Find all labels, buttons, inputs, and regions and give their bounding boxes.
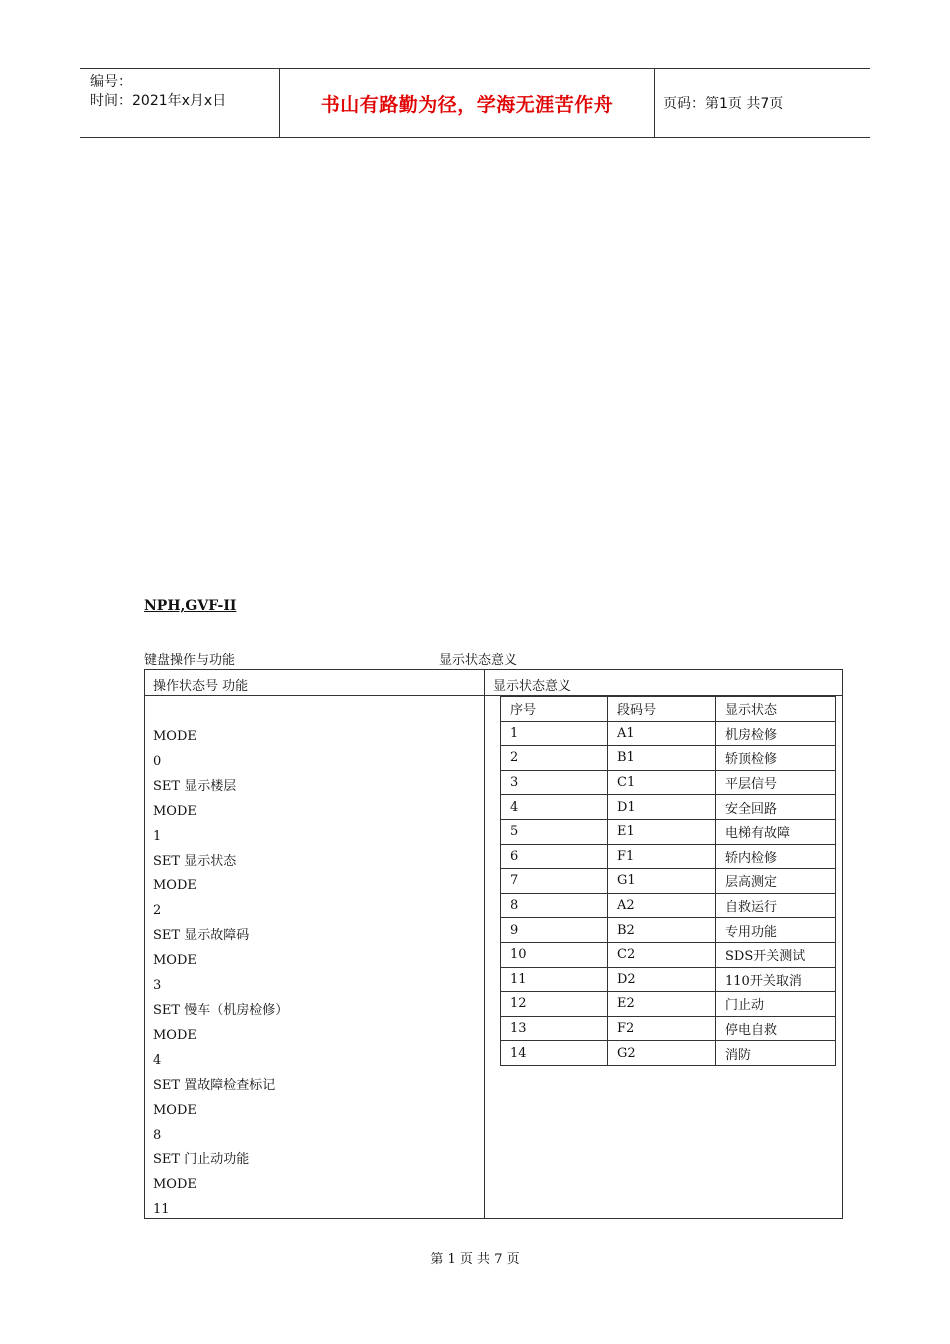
table-cell: 110开关取消 <box>716 967 836 992</box>
table-cell: 机房检修 <box>716 721 836 746</box>
table-row <box>501 918 836 943</box>
table-row <box>501 721 836 746</box>
header-page-info: 页码：第1页 共7页 <box>663 96 784 112</box>
operation-line: MODE <box>153 1177 197 1193</box>
operation-line: MODE <box>153 1027 197 1043</box>
table-cell: 14 <box>501 1041 608 1066</box>
page-header <box>80 68 870 138</box>
column-divider <box>484 670 485 1218</box>
table-cell: 12 <box>501 992 608 1017</box>
page-footer: 第 1 页 共 7 页 <box>430 1252 520 1267</box>
table-cell: E1 <box>608 819 716 844</box>
table-cell: A2 <box>608 893 716 918</box>
table-row <box>501 893 836 918</box>
table-row <box>501 967 836 992</box>
table-row <box>501 844 836 869</box>
table-cell: SDS开关测试 <box>716 942 836 967</box>
table-row <box>501 746 836 771</box>
caption-left: 键盘操作与功能 <box>144 653 236 668</box>
table-row <box>501 1016 836 1041</box>
header-right: 显示状态意义 <box>493 679 572 694</box>
operation-line: 2 <box>153 903 162 919</box>
operation-line: SET 显示楼层 <box>153 778 237 794</box>
caption-right: 显示状态意义 <box>439 653 518 668</box>
table-cell: 停电自救 <box>716 1016 836 1041</box>
operation-line: 1 <box>153 828 162 844</box>
table-cell: C2 <box>608 942 716 967</box>
operation-line: SET 慢车（机房检修） <box>153 1002 289 1018</box>
table-cell: 11 <box>501 967 608 992</box>
operation-line: MODE <box>153 953 197 969</box>
time-label: 时间：2021年x月x日 <box>90 93 227 109</box>
operation-line: MODE <box>153 878 197 894</box>
table-cell: 9 <box>501 918 608 943</box>
status-table-body <box>501 697 836 1066</box>
table-cell: 2 <box>501 746 608 771</box>
table-row <box>501 992 836 1017</box>
table-cell: F1 <box>608 844 716 869</box>
table-cell: E2 <box>608 992 716 1017</box>
operation-line: SET 置故障检查标记 <box>153 1077 276 1093</box>
document-title: NPH,GVF-II <box>144 598 237 614</box>
header-motto: 书山有路勤为径，学海无涯苦作舟 <box>280 69 655 137</box>
table-row <box>501 1041 836 1066</box>
header-left: 操作状态号 功能 <box>153 679 249 694</box>
status-table <box>500 696 836 1066</box>
table-cell: A1 <box>608 721 716 746</box>
operation-line: SET 显示状态 <box>153 853 237 869</box>
table-cell: 5 <box>501 819 608 844</box>
table-cell: 门止动 <box>716 992 836 1017</box>
operation-line: SET 显示故障码 <box>153 928 250 944</box>
status-col-header: 段码号 <box>608 697 716 722</box>
table-cell: 3 <box>501 770 608 795</box>
operation-line: 11 <box>153 1202 170 1218</box>
table-cell: 平层信号 <box>716 770 836 795</box>
status-col-header: 序号 <box>501 697 608 722</box>
table-cell: 轿内检修 <box>716 844 836 869</box>
operation-line: MODE <box>153 729 197 744</box>
table-cell: D2 <box>608 967 716 992</box>
operation-line: MODE <box>153 803 197 819</box>
table-cell: B1 <box>608 746 716 771</box>
operation-line: 8 <box>153 1127 162 1143</box>
table-cell: G2 <box>608 1041 716 1066</box>
table-cell: G1 <box>608 869 716 894</box>
status-col-header: 显示状态 <box>716 697 836 722</box>
operation-line: SET 门止动功能 <box>153 1152 250 1168</box>
header-meta <box>80 69 280 137</box>
table-cell: 13 <box>501 1016 608 1041</box>
number-label: 编号： <box>90 74 132 90</box>
operation-line: 4 <box>153 1052 162 1068</box>
table-cell: 专用功能 <box>716 918 836 943</box>
table-row <box>501 795 836 820</box>
table-cell: 电梯有故障 <box>716 819 836 844</box>
table-cell: 7 <box>501 869 608 894</box>
table-row <box>501 942 836 967</box>
table-cell: 10 <box>501 942 608 967</box>
table-cell: D1 <box>608 795 716 820</box>
table-row <box>501 869 836 894</box>
table-cell: 4 <box>501 795 608 820</box>
table-cell: B2 <box>608 918 716 943</box>
table-cell: F2 <box>608 1016 716 1041</box>
main-table <box>144 669 843 1219</box>
table-cell: 8 <box>501 893 608 918</box>
operation-line: 0 <box>153 753 162 769</box>
table-cell: 自救运行 <box>716 893 836 918</box>
operations-list <box>153 725 288 1223</box>
status-header-row <box>501 697 836 722</box>
table-row <box>501 770 836 795</box>
table-cell: 安全回路 <box>716 795 836 820</box>
operation-line: 3 <box>153 978 162 994</box>
table-cell: 6 <box>501 844 608 869</box>
operation-line: MODE <box>153 1102 197 1118</box>
table-cell: 层高测定 <box>716 869 836 894</box>
table-cell: 1 <box>501 721 608 746</box>
table-cell: 消防 <box>716 1041 836 1066</box>
table-cell: 轿顶检修 <box>716 746 836 771</box>
table-row <box>501 819 836 844</box>
table-cell: C1 <box>608 770 716 795</box>
